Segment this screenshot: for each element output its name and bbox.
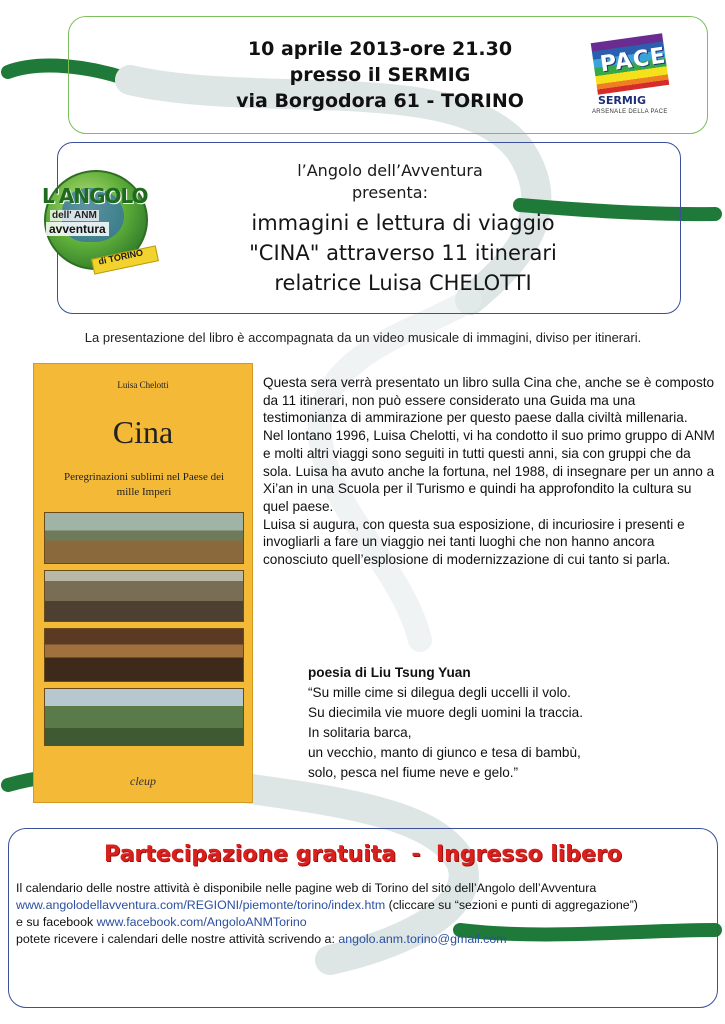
poem-line: In solitaria barca, <box>308 725 412 740</box>
event-date-time: 10 aprile 2013-ore 21.30 <box>247 38 513 60</box>
presenter-presents: presenta: <box>351 183 428 202</box>
poem-heading: poesia di Liu Tsung Yuan <box>308 665 471 680</box>
poem <box>308 663 708 783</box>
free-entry-banner: Partecipazione gratuita - Ingresso libero <box>104 842 622 867</box>
book-photo-street <box>44 570 244 622</box>
event-venue: presso il SERMIG <box>289 64 471 86</box>
footer-email-row <box>16 931 716 948</box>
footer-calendar-text: Il calendario delle nostre attività è disponibile nelle pagine web di Torino del sito dell’Angolo dell’Avventura <box>16 881 597 895</box>
angolo-logo-word: L'ANGOLO <box>42 184 148 208</box>
description-paragraph: Nel lontano 1996, Luisa Chelotti, vi ha condotto il suo primo gruppo di ANM e molti altri viaggi sono seguiti in tutti questi anni, sia con gruppi che da sola. Luisa ha avuto anche la fortuna, nel 1988, di insegnare per un anno a Xi’an in una Scuola per il Turismo e quindi ha approfondito la cultura su quel paese. <box>263 428 715 514</box>
poem-line: un vecchio, manto di giunco e tesa di bambù, <box>308 745 581 760</box>
book-publisher: cleup <box>130 774 156 788</box>
email-prefix: potete ricevere i calendari delle nostre attività scrivendo a: <box>16 932 335 946</box>
pace-logo-word: PACE <box>598 43 668 78</box>
book-title: Cina <box>112 414 174 450</box>
event-address: via Borgodora 61 - TORINO <box>236 90 524 112</box>
title-line-2: "CINA" attraverso 11 itinerari <box>249 241 557 265</box>
angolo-logo-city: di TORINO <box>97 247 144 267</box>
website-note: (cliccare su “sezioni e punti di aggregazione”) <box>388 898 638 912</box>
title-line-3: relatrice Luisa CHELOTTI <box>274 271 532 295</box>
angolo-logo-dell: dell' ANM <box>52 210 97 221</box>
footer-info <box>16 880 716 948</box>
poem-line: Su diecimila vie muore degli uomini la traccia. <box>308 705 584 720</box>
event-title <box>168 208 638 298</box>
book-photo-building <box>44 628 244 682</box>
pace-sermig-logo <box>560 30 690 126</box>
book-cover <box>33 363 253 803</box>
title-line-1: immagini e lettura di viaggio <box>251 211 555 235</box>
presenter-org: l’Angolo dell’Avventura <box>297 161 483 180</box>
book-subtitle: Peregrinazioni sublimi nel Paese dei mille Imperi <box>63 471 225 498</box>
description-paragraph: Questa sera verrà presentato un libro sulla Cina che, anche se è composto da 11 itinerari, non può essere considerato una Guida ma una testimonianza di ammirazione per questo paese dalla civiltà millenaria. <box>263 375 715 426</box>
angolo-avventura-logo <box>36 166 160 278</box>
poem-line: “Su mille cime si dilegua degli uccelli il volo. <box>308 685 571 700</box>
facebook-link[interactable]: www.facebook.com/AngoloANMTorino <box>96 915 307 929</box>
website-link[interactable]: www.angolodellavventura.com/REGIONI/piemonte/torino/index.htm <box>16 898 386 912</box>
event-info <box>180 36 580 114</box>
pace-logo-tagline: ARSENALE DELLA PACE <box>592 109 668 115</box>
intro-text: La presentazione del libro è accompagnata da un video musicale di immagini, diviso per itinerari. <box>84 330 642 345</box>
book-photo-great-wall <box>44 688 244 746</box>
footer-facebook-row <box>16 914 716 931</box>
description-paragraph: Luisa si augura, con questa sua esposizione, di incuriosire i presenti e invogliarli a fare un viaggio nei tanti luoghi che non hanno ancora conosciuto quell’esplosione di modernizzazione di cui tanto si parla. <box>263 516 685 568</box>
pace-logo-name: SERMIG <box>598 94 646 107</box>
book-author: Luisa Chelotti <box>117 380 169 390</box>
email-link[interactable]: angolo.anm.torino@gmail.com <box>338 932 507 946</box>
book-photo-landscape <box>44 512 244 564</box>
presenter <box>200 160 580 204</box>
facebook-prefix: e su facebook <box>16 915 94 929</box>
poem-line: solo, pesca nel fiume neve e gelo.” <box>308 765 519 780</box>
angolo-logo-avventura: avventura <box>46 222 109 236</box>
book-description <box>263 374 718 569</box>
footer-website-row <box>16 897 716 914</box>
